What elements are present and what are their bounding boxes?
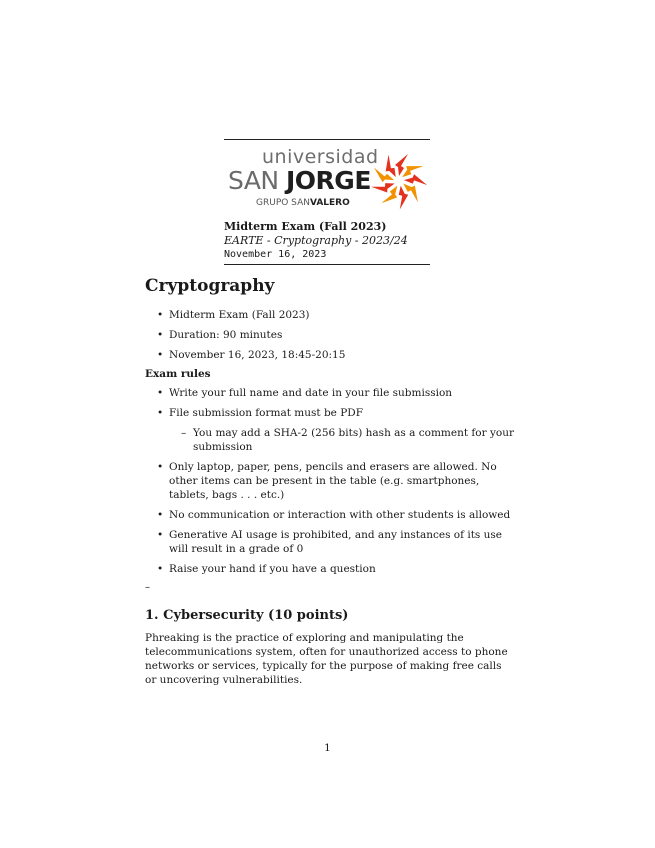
rule-item-text: File submission format must be PDF: [169, 407, 364, 419]
subrule-item: – You may add a SHA-2 (256 bits) hash as a comment for your submission: [169, 426, 515, 454]
info-item: • Duration: 90 minutes: [145, 328, 515, 342]
info-item: • November 16, 2023, 18:45-20:15: [145, 348, 515, 362]
exam-header: [224, 139, 430, 265]
sunburst-logo-icon: [370, 152, 428, 210]
header-top-rule: [224, 139, 430, 140]
page-number: 1: [324, 742, 331, 754]
page-title: Cryptography: [145, 276, 275, 296]
logo-jorge: JORGE: [286, 166, 371, 195]
rule-item: • No communication or interaction with other students is allowed: [145, 508, 515, 522]
separator-dash: –: [145, 582, 150, 593]
rules-heading: Exam rules: [145, 368, 211, 380]
logo-san: SAN: [228, 166, 279, 195]
rule-subitems: [169, 426, 515, 454]
header-date: November 16, 2023: [224, 249, 327, 260]
section-heading: 1. Cybersecurity (10 points): [145, 608, 349, 623]
university-logo: [224, 146, 430, 216]
logo-grupo: GRUPO SANVALERO: [256, 198, 350, 208]
header-bottom-rule: [224, 264, 430, 265]
exam-content: [145, 276, 515, 687]
rule-item: • Only laptop, paper, pens, pencils and erasers are allowed. No other items can be present in the table (e.g. smartphones, tablets, bags . . . etc.): [145, 460, 515, 502]
header-exam-title: Midterm Exam (Fall 2023): [224, 220, 387, 233]
exam-info-list: [145, 308, 515, 362]
rule-item: [145, 406, 515, 454]
section-paragraph: Phreaking is the practice of exploring and manipulating the telecommunications system, often for unauthorized access to phone networks or services, typically for the purpose of making free calls or uncovering vulnerabilities.: [145, 632, 508, 686]
logo-ray: [381, 183, 401, 208]
logo-universidad: universidad: [262, 146, 379, 168]
info-item: • Midterm Exam (Fall 2023): [145, 308, 515, 322]
exam-rules-list: [145, 386, 515, 576]
rule-item: • Raise your hand if you have a question: [145, 562, 515, 576]
header-course: EARTE - Cryptography - 2023/24: [224, 234, 408, 247]
rule-item: • Write your full name and date in your file submission: [145, 386, 515, 400]
rule-item: • Generative AI usage is prohibited, and any instances of its use will result in a grade of 0: [145, 528, 515, 556]
